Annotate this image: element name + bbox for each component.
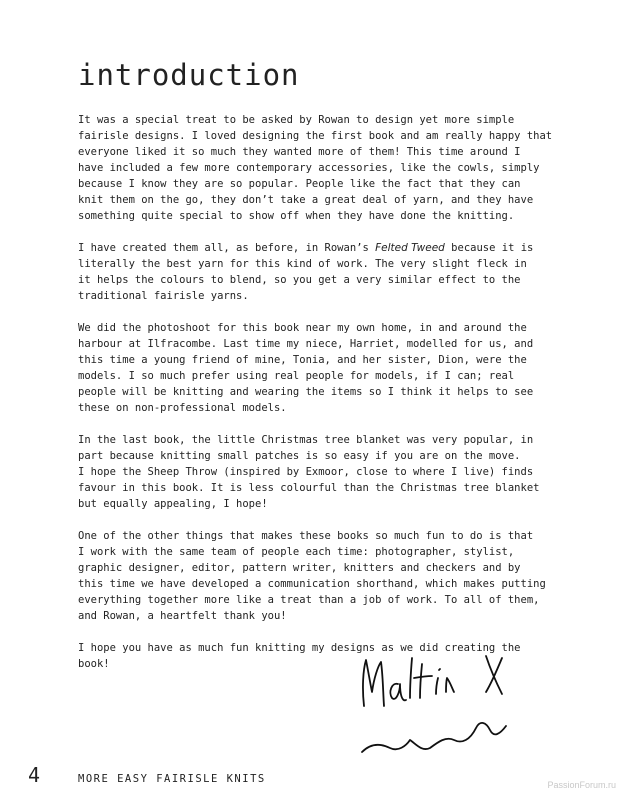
text-line: these on non-professional models. xyxy=(78,402,287,414)
text-line: I work with the same team of people each time: photographer, stylist, xyxy=(78,546,515,558)
text-line: and Rowan, a heartfelt thank you! xyxy=(78,610,287,622)
yarn-name-emphasis: Felted Tweed xyxy=(375,242,445,254)
text-line: people will be knitting and wearing the items so I think it helps to see xyxy=(78,386,534,398)
text-line: traditional fairisle yarns. xyxy=(78,290,249,302)
text-line: graphic designer, editor, pattern writer, knitters and checkers and by xyxy=(78,562,521,574)
text-line: favour in this book. It is less colourful than the Christmas tree blanket xyxy=(78,482,540,494)
handwritten-signature xyxy=(350,648,530,768)
text-line: have included a few more contemporary accessories, like the cowls, simply xyxy=(78,162,540,174)
text-line: something quite special to show off when they have done the knitting. xyxy=(78,210,515,222)
paragraph-3 xyxy=(78,320,588,416)
text-line: One of the other things that makes these books so much fun to do is that xyxy=(78,530,534,542)
text-line: models. I so much prefer using real people for models, if I can; real xyxy=(78,370,515,382)
paragraph-4 xyxy=(78,432,588,512)
text-line: In the last book, the little Christmas tree blanket was very popular, in xyxy=(78,434,534,446)
text-segment: because it is xyxy=(444,242,534,254)
text-line: everything together more like a treat than a job of work. To all of them, xyxy=(78,594,540,606)
text-line: everyone liked it so much they wanted more of them! This time around I xyxy=(78,146,521,158)
text-line: because I know they are so popular. People like the fact that they can xyxy=(78,178,521,190)
text-line: this time we have developed a communication shorthand, which makes putting xyxy=(78,578,546,590)
text-line: it helps the colours to blend, so you get a very similar effect to the xyxy=(78,274,521,286)
text-line: but equally appealing, I hope! xyxy=(78,498,268,510)
text-line: literally the best yarn for this kind of work. The very slight fleck in xyxy=(78,258,527,270)
page-title: introduction xyxy=(78,58,300,92)
text-line: I hope the Sheep Throw (inspired by Exmoor, close to where I live) finds xyxy=(78,466,534,478)
introduction-body xyxy=(78,112,588,688)
text-line: knit them on the go, they don’t take a great deal of yarn, and they have xyxy=(78,194,534,206)
text-line xyxy=(78,240,588,256)
paragraph-1 xyxy=(78,112,588,224)
text-line: We did the photoshoot for this book near my own home, in and around the xyxy=(78,322,527,334)
text-line: fairisle designs. I loved designing the first book and am really happy that xyxy=(78,130,553,142)
page-number: 4 xyxy=(28,763,41,787)
text-line: this time a young friend of mine, Tonia, and her sister, Dion, were the xyxy=(78,354,527,366)
text-segment: I have created them all, as before, in Rowan’s xyxy=(78,242,376,254)
text-line: harbour at Ilfracombe. Last time my niece, Harriet, modelled for us, and xyxy=(78,338,534,350)
text-line: book! xyxy=(78,658,110,670)
text-line: part because knitting small patches is so easy if you are on the move. xyxy=(78,450,521,462)
book-title: MORE EASY FAIRISLE KNITS xyxy=(78,773,266,785)
text-line: I hope you have as much fun knitting my designs as we did creating the xyxy=(78,642,521,654)
text-line: It was a special treat to be asked by Rowan to design yet more simple xyxy=(78,114,515,126)
paragraph-5 xyxy=(78,528,588,624)
watermark-text: PassionForum.ru xyxy=(547,780,616,790)
paragraph-2 xyxy=(78,240,588,304)
